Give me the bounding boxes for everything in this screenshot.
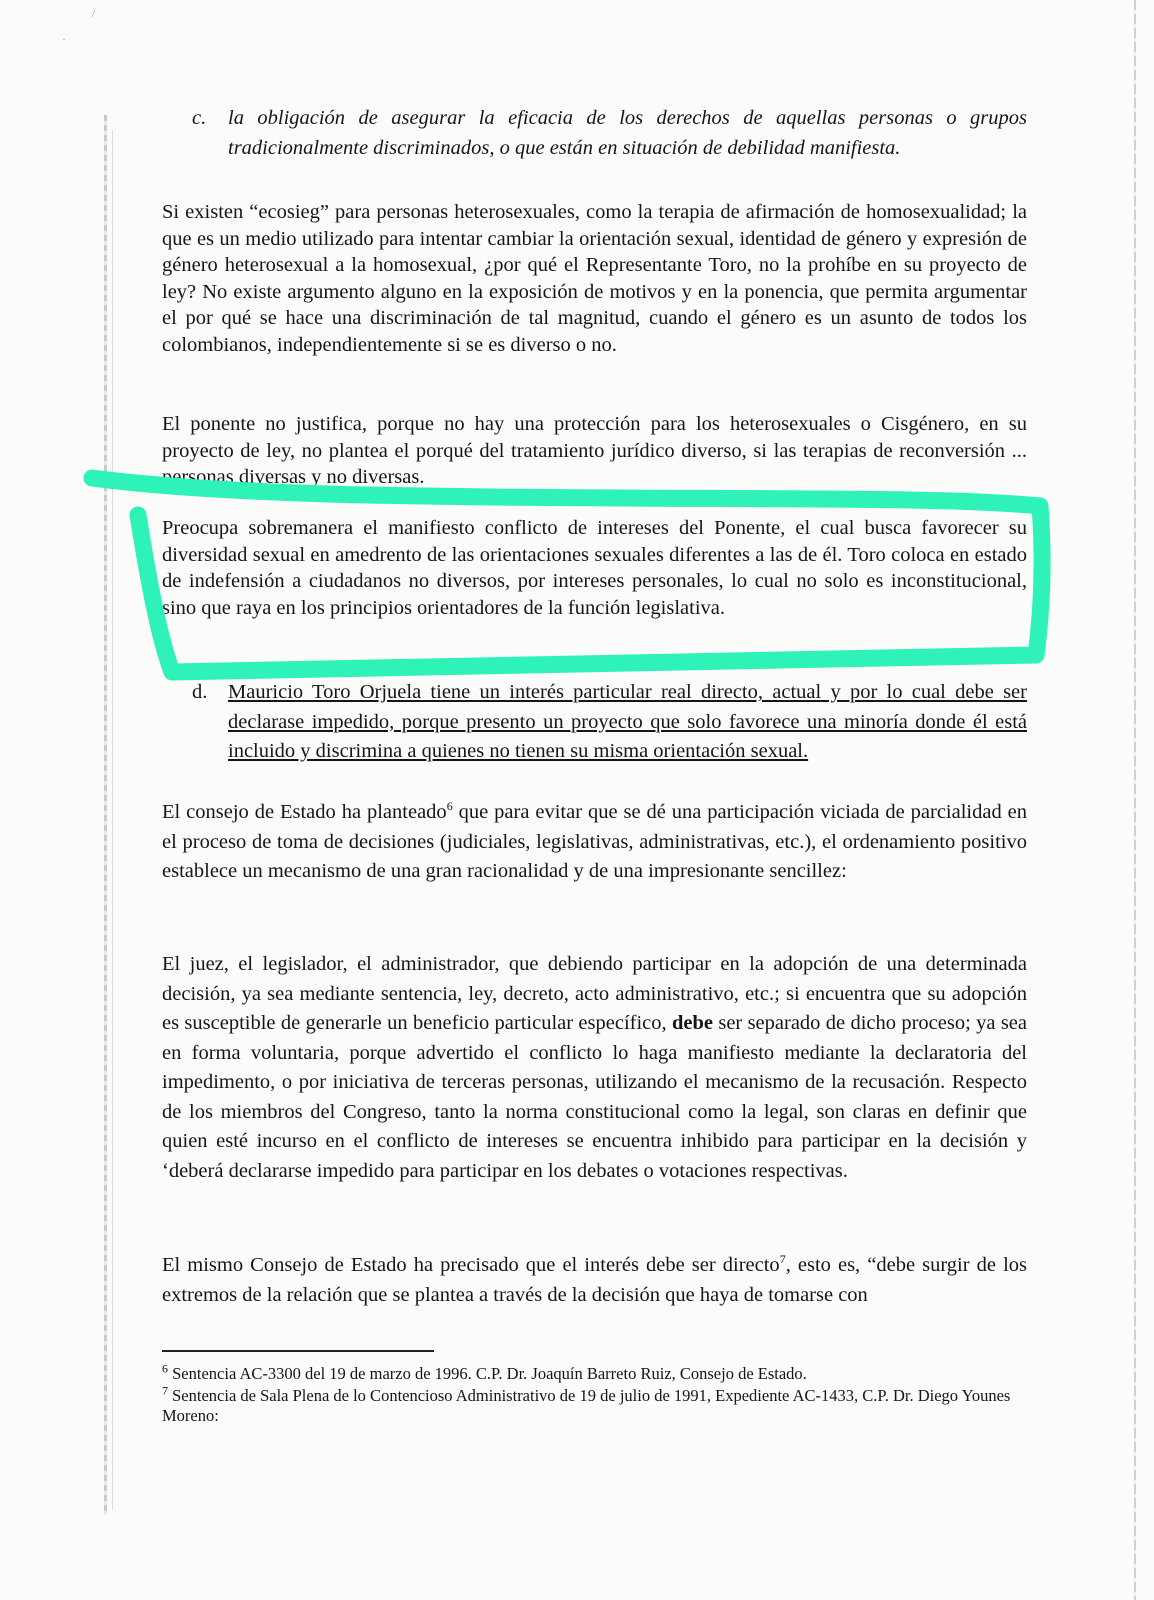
text-run: que para evitar que se dé una participación viciada de parcialidad en el proceso de toma de decisiones (judiciales, legislativas, administrativas, etc.), el ordenamiento positivo establece un mecanismo de una gran racionalidad y de una impresionante sencillez: — [162, 801, 1027, 882]
scan-speck: · — [62, 32, 66, 46]
paragraph-conflicto: Preocupa sobremanera el manifiesto conflicto de intereses del Ponente, el cual busca favorecer su diversidad sexual en amedrento de las orientaciones sexuales diferentes a las de él. Toro coloca en estado de indefensión a ciudadanos no diversos, por intereses personales, lo cual no solo es inconstitucional, sino que raya en los principios orientadores de la función legislativa. — [162, 517, 1027, 619]
footnote-ref: 7 — [779, 1252, 786, 1267]
footnote-text: Sentencia AC-3300 del 19 de marzo de 1996. C.P. Dr. Joaquín Barreto Ruiz, Consejo de Estado. — [172, 1364, 807, 1383]
list-item-text: Mauricio Toro Orjuela tiene un interés particular real directo, actual y por lo cual debe ser declarase impedido, porque presento un proyecto que solo favorece una minoría donde él está incluido y discrimina a quienes no tienen su misma orientación sexual. — [228, 681, 1027, 762]
list-marker: d. — [192, 681, 208, 703]
paragraph-ponente: El ponente no justifica, porque no hay una protección para los heterosexuales o Cisgénero, en su proyecto de ley, no plantea el porqué del tratamiento jurídico diverso, si las terapias de reconversión ... personas diversas y no diversas. — [162, 413, 1027, 488]
highlight-stroke-path — [92, 478, 1042, 672]
footnote-number: 6 — [162, 1361, 168, 1376]
text-run: El juez, el legislador, el administrador, que debiendo participar en la adopción de una determinada decisión, ya sea mediante sentencia, ley, decreto, acto administrativo, etc.; si encuentra que su adopción es susceptible de generarle un beneficio particular específico, — [162, 953, 1027, 1034]
footnote-number: 7 — [162, 1383, 168, 1398]
paragraph-ecosieg: Si existen “ecosieg” para personas heterosexuales, como la terapia de afirmación de homosexualidad; la que es un medio utilizado para intentar cambiar la orientación sexual, identidad de género y expresión de género heterosexual a la homosexual, ¿por qué el Representante Toro, no la prohíbe en su proyecto de ley? No existe argumento alguno en la exposición de motivos y en la ponencia, que permita argumentar el por qué se hace una discriminación de tal magnitud, cuando el género es un asunto de todos los colombianos, independientemente si se es diverso o no. — [162, 201, 1027, 356]
text-bold: debe — [672, 1012, 713, 1034]
text-run: , esto es, “debe surgir de los extremos de la relación que se plantea a través de la decisión que haya de tomarse con — [162, 1254, 1027, 1306]
text-run: El consejo de Estado ha planteado — [162, 801, 447, 823]
footnote-ref: 6 — [446, 799, 453, 814]
text-run: El mismo Consejo de Estado ha precisado que el interés debe ser directo — [162, 1254, 780, 1276]
list-item-text: la obligación de asegurar la eficacia de los derechos de aquellas personas o grupos tradicionalmente discriminados, o que están en situación de debilidad manifiesta. — [228, 107, 1027, 159]
footnote-text: Sentencia de Sala Plena de lo Contencioso Administrativo de 19 de julio de 1991, Expediente AC-1433, C.P. Dr. Diego Younes Moreno: — [162, 1386, 1011, 1425]
text-run: ser separado de dicho proceso; ya sea en forma voluntaria, porque advertido el conflicto lo haga manifiesto mediante la declaratoria del impedimento, o por iniciativa de terceras personas, utilizando el mecanismo de la recusación. Respecto de los miembros del Congreso, tanto la norma constitucional como la legal, son claras en definir que quien esté incurso en el conflicto de intereses se encuentra inhibido para participar en la decisión y ‘deberá declararse impedido para participar en los debates o votaciones respectivas. — [162, 1012, 1027, 1182]
list-marker: c. — [192, 107, 207, 129]
scan-speck: / — [92, 6, 96, 20]
